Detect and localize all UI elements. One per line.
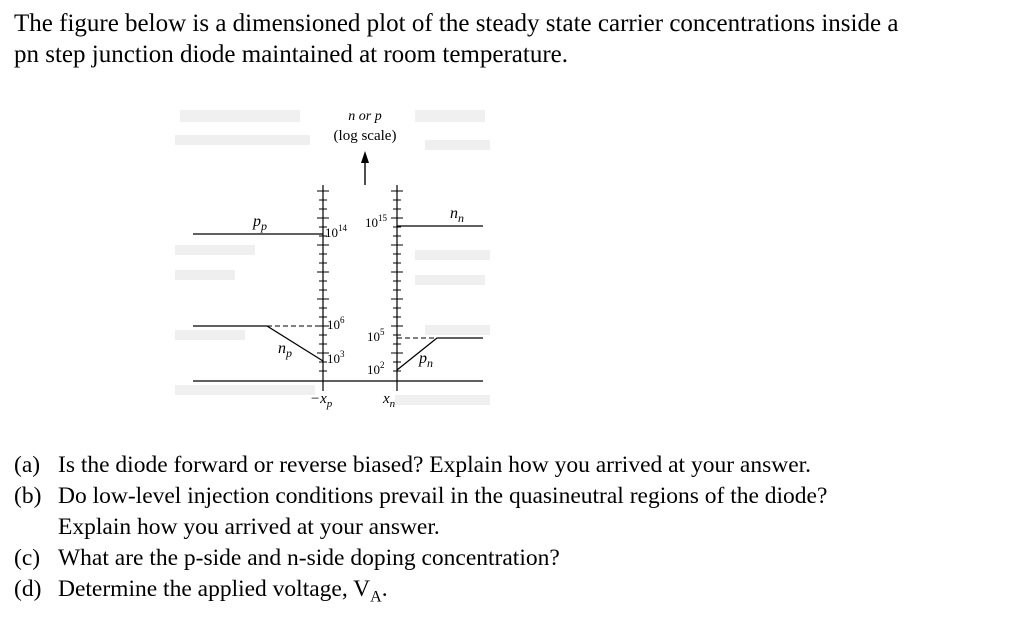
- question-c-label: (c): [14, 545, 41, 571]
- tick-label-1e6: $10^6$: [327, 315, 345, 332]
- label-pp: $p_p$: [253, 213, 267, 233]
- question-b: [14, 481, 1014, 543]
- question-c-text: What are the p-side and n-side doping concentration?: [58, 545, 560, 571]
- tick-label-1e3: $10^3$: [327, 349, 345, 366]
- x-label-xn: $x_n$: [383, 391, 396, 410]
- intro-line-1: The figure below is a dimensioned plot of the steady state carrier concentrations inside a: [14, 10, 899, 37]
- label-nn: $n_n$: [450, 205, 464, 225]
- pn-profile: [397, 338, 483, 370]
- y-axis-arrow: [361, 151, 369, 185]
- intro-line-2: pn step junction diode maintained at room temperature.: [14, 41, 569, 68]
- question-list: [14, 450, 1014, 613]
- question-b-text-line2: Explain how you arrived at your answer.: [58, 514, 440, 540]
- ticks-right: [391, 191, 403, 371]
- question-d-period: .: [381, 576, 388, 602]
- carrier-plot: [175, 95, 495, 415]
- carrier-concentration-figure: [175, 95, 495, 420]
- problem-intro: [14, 8, 1014, 70]
- question-b-text-line1: Do low-level injection conditions prevail in the quasineutral regions of the diode?: [58, 483, 828, 509]
- label-np: $n_p$: [278, 340, 292, 360]
- question-d-label: (d): [14, 576, 42, 602]
- tick-label-1e5: $10^5$: [367, 327, 385, 344]
- x-label-neg-xp: $-x_p$: [310, 391, 333, 410]
- question-a-text: Is the diode forward or reverse biased? Explain how you arrived at your answer.: [58, 452, 812, 478]
- question-d-subscript: A: [370, 588, 382, 606]
- question-d-text: Determine the applied voltage, V: [58, 576, 371, 602]
- question-c: [14, 543, 1014, 574]
- question-b-label: (b): [14, 483, 42, 509]
- question-d: [14, 574, 1014, 613]
- y-axis-label-line2: (log scale): [333, 128, 397, 144]
- ticks-left: [317, 191, 329, 371]
- question-a: [14, 450, 1014, 481]
- tick-label-1e2: $10^2$: [367, 360, 385, 377]
- question-a-label: (a): [14, 452, 41, 478]
- tick-label-1e15: $10^{15}$: [365, 213, 387, 230]
- tick-label-1e14: $10^{14}$: [325, 223, 347, 240]
- label-pn: $p_n$: [419, 350, 433, 370]
- y-axis-label-line1: n or p: [348, 109, 382, 124]
